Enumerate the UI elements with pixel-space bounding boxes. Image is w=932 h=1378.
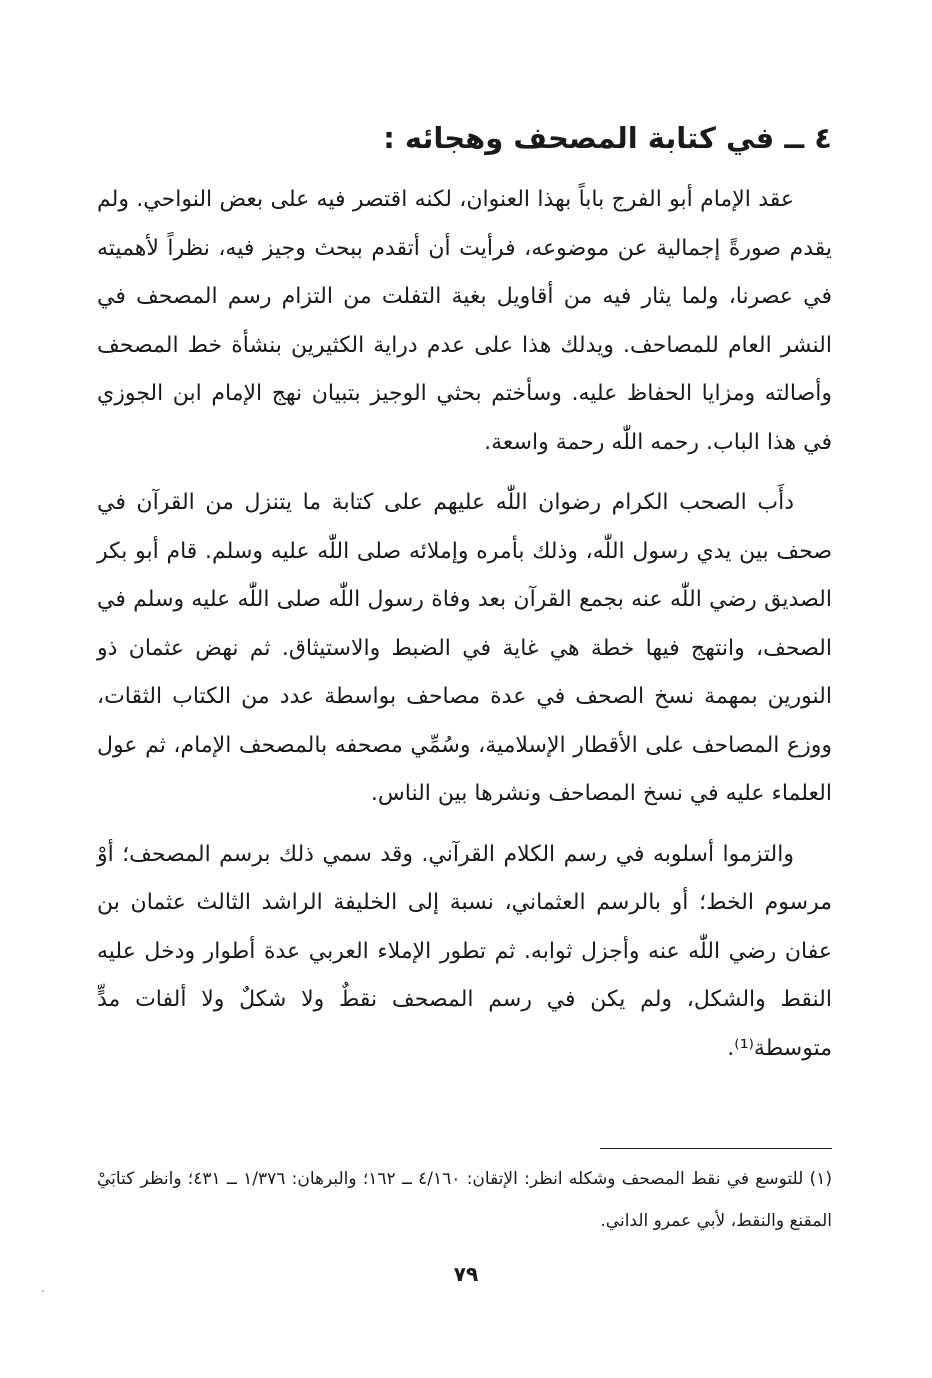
section-heading: ٤ ــ في كتابة المصحف وهجائه :	[383, 121, 832, 155]
paragraph-3: والتزموا أسلوبه في رسم الكلام القرآني. وقد سمي ذلك برسم المصحف؛ أوْ مرسوم الخط؛ أو بالرسم العثماني، نسبة إلى الخليفة الراشد الثالث عثمان بن عفان رضي اللّٰه عنه وأجزل ثوابه. ثم تطور الإملاء العربي عدة أطوار ودخل عليه النقط والشكل، ولم يكن في رسم المصحف نقطٌ ولا شكلٌ ولا ألفات مدٍّ متوسطة⁽¹⁾.	[97, 841, 832, 1061]
scan-speck	[42, 1290, 44, 1292]
footnote-1: (١) للتوسع في نقط المصحف وشكله انظر: الإتقان: ٤/١٦٠ ــ ١٦٢؛ والبرهان: ١/٣٧٦ ــ ٤٣١؛ وانظر كتابَيْ المقنع والنقط، لأبي عمرو الداني.	[97, 1169, 832, 1231]
body-text	[97, 176, 832, 1073]
footnotes	[97, 1158, 832, 1242]
footnote-divider	[600, 1148, 832, 1149]
page-number: ٧٩	[453, 1262, 479, 1286]
paragraph-2: دأَب الصحب الكرام رضوان اللّٰه عليهم على كتابة ما يتنزل من القرآن في صحف بين يدي رسول اللّٰه، وذلك بأمره وإملائه صلى اللّٰه عليه وسلم. قام أبو بكر الصديق رضي اللّٰه عنه بجمع القرآن بعد وفاة رسول اللّٰه صلى اللّٰه عليه وسلم في الصحف، وانتهج فيها خطة هي غاية في الضبط والاستيثاق. ثم نهض عثمان ذو النورين بمهمة نسخ الصحف في عدة مصاحف بواسطة عدد من الكتاب الثقات، ووزع المصاحف على الأقطار الإسلامية، وسُمِّي مصحفه بالمصحف الإمام، ثم عول العلماء عليه في نسخ المصاحف ونشرها بين الناس.	[97, 490, 832, 806]
paragraph-1: عقد الإمام أبو الفرج باباً بهذا العنوان، لكنه اقتصر فيه على بعض النواحي. ولم يقدم صورةً إجمالية عن موضوعه، فرأيت أن أتقدم ببحث وجيز فيه، نظراً لأهميته في عصرنا، ولما يثار فيه من أقاويل بغية التفلت من التزام رسم المصحف في النشر العام للمصاحف. ويدلك هذا على عدم دراية الكثيرين بنشأة خط المصحف وأصالته ومزايا الحفاظ عليه. وسأختم بحثي الوجيز بتبيان نهج الإمام ابن الجوزي في هذا الباب. رحمه اللّٰه رحمة واسعة.	[97, 187, 832, 455]
